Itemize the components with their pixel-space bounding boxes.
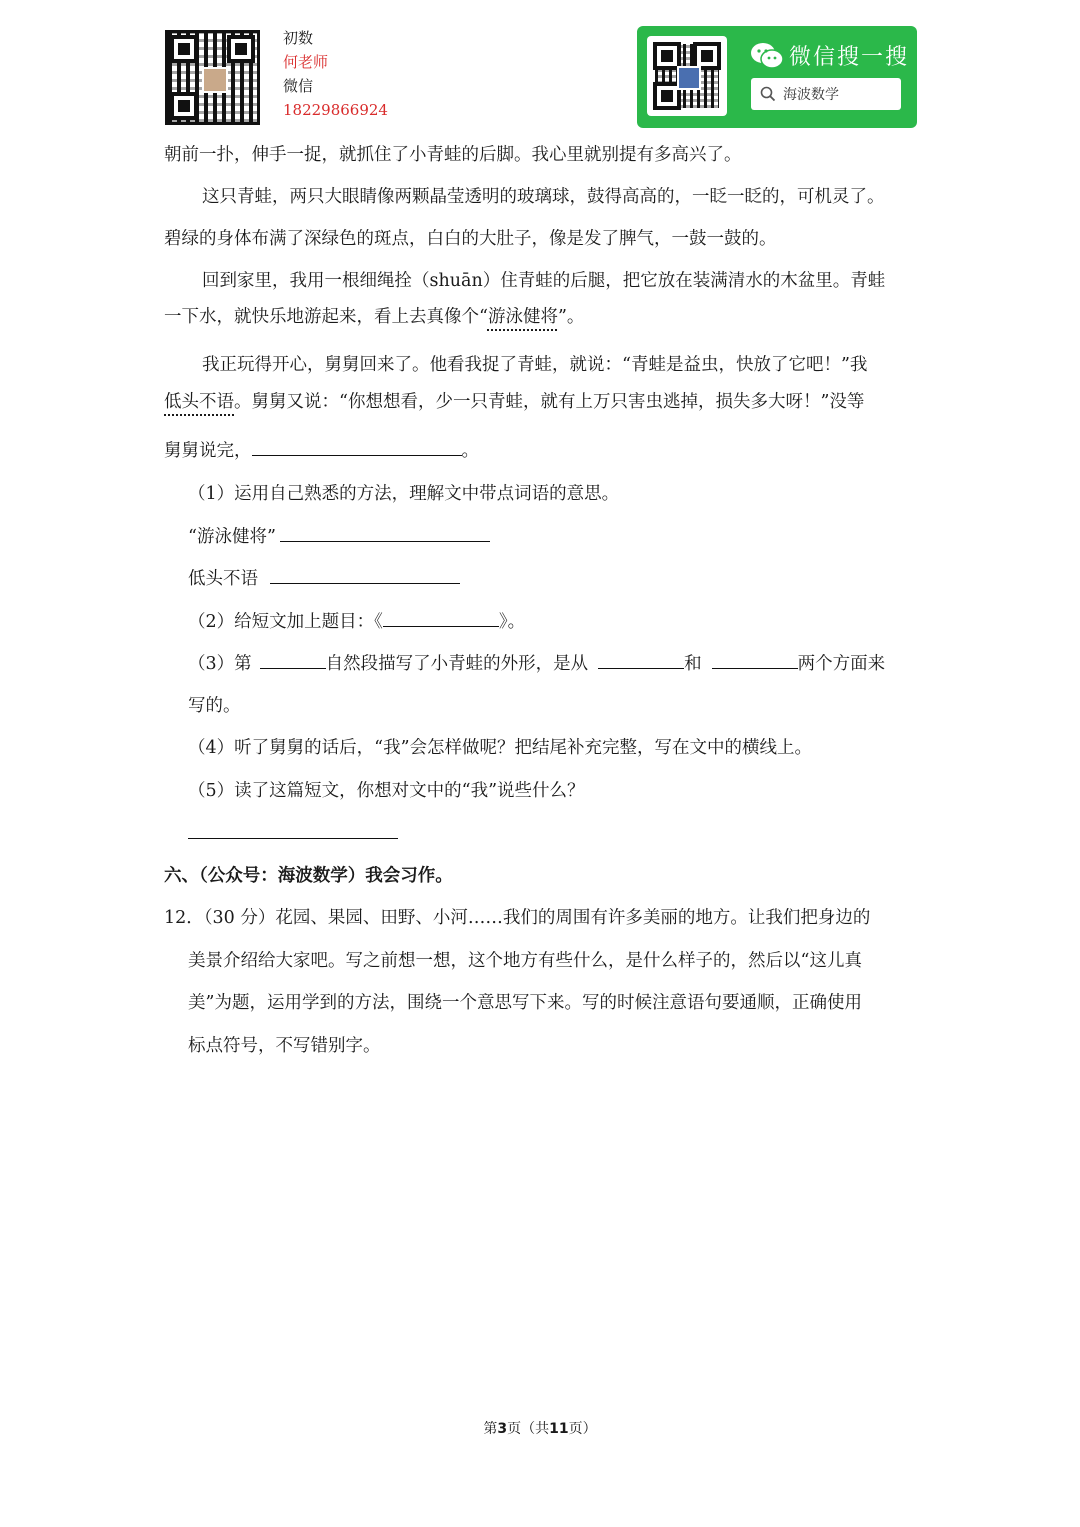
text-span: 。 [461,441,479,461]
page-total: 11 [549,1421,569,1437]
passage-line: 朝前一扑，伸手一捉，就抓住了小青蛙的后脚。我心里就别提有多高兴了。 [164,145,742,165]
contact-info [283,26,388,122]
question-12-line: 美景介绍给大家吧。写之前想一想，这个地方有些什么，是什么样子的，然后以“这儿真 [188,951,862,971]
question-2 [188,608,525,633]
page-footer [0,1418,1080,1438]
qr-code-contact [165,30,260,125]
dotted-word: 低头不语 [164,392,234,412]
passage-line [164,388,864,413]
text-span: 页（共 [507,1421,550,1437]
text-span: （2）给短文加上题目：《 [188,612,383,632]
answer-blank[interactable] [280,523,490,542]
passage-line: 回到家里，我用一根细绳拴（shuān）住青蛙的后腿，把它放在装满清水的木盆里。青蛙 [202,271,886,291]
search-icon [760,86,776,102]
passage-line [164,437,479,462]
text-span: 一下水，就快乐地游起来，看上去真像个“ [164,307,488,327]
qr-code-wechat [647,36,727,116]
question-5: （5）读了这篇短文，你想对文中的“我”说些什么？ [188,781,585,801]
qr-finder-icon [227,35,255,63]
question-1: （1）运用自己熟悉的方法，理解文中带点词语的意思。 [188,484,620,504]
section-6-heading: 六、（公众号：海波数学）我会习作。 [164,866,453,886]
passage-line [164,303,584,328]
answer-blank[interactable] [383,608,499,627]
question-3-cont: 写的。 [188,696,241,716]
question-12-line: 12．（30 分）花园、果园、田野、小河……我们的周围有许多美丽的地方。让我们把身边的 [164,908,871,928]
wechat-search-text: 海波数学 [783,87,839,103]
dotted-word: 游泳健将 [487,307,558,327]
text-span: （3）第 [188,654,252,674]
answer-blank[interactable] [252,437,462,456]
text-span: 低头不语 [188,569,258,589]
passage-line: 我正玩得开心，舅舅回来了。他看我捉了青蛙，就说：“青蛙是益虫，快放了它吧！”我 [202,355,868,375]
qr-finder-icon [170,92,198,120]
passage-line: 这只青蛙，两只大眼睛像两颗晶莹透明的玻璃球，鼓得高高的，一眨一眨的，可机灵了。 [202,187,885,207]
question-3 [188,650,885,675]
question-12-line: 美”为题，运用学到的方法，围绕一个意思写下来。写的时候注意语句要通顺，正确使用 [188,993,862,1013]
text-span: 。舅舅又说：“你想想看，少一只青蛙，就有上万只害虫逃掉，损失多大呀！”没等 [234,392,865,412]
question-1a [188,523,490,548]
wechat-logo-icon [750,42,784,70]
contact-teacher-name: 何老师 [283,53,329,71]
answer-blank[interactable] [270,565,460,584]
answer-blank[interactable] [712,650,798,669]
page-number: 3 [497,1421,508,1437]
text-span: 第 [483,1421,498,1437]
wechat-search-banner [637,26,917,128]
question-4: （4）听了舅舅的话后，“我”会怎样做呢？把结尾补充完整，写在文中的横线上。 [188,738,813,758]
answer-blank[interactable] [260,650,326,669]
qr-finder-icon [170,35,198,63]
wechat-search-box [751,78,901,110]
text-span: 两个方面来 [797,654,886,674]
text-span: 页） [568,1421,597,1437]
wechat-search-title: 微信搜一搜 [789,45,910,70]
text-span: 自然段描写了小青蛙的外形，是从 [325,654,589,674]
qr-avatar-icon [202,67,228,93]
contact-phone: 18229866924 [283,101,388,119]
question-12-line: 标点符号，不写错别字。 [188,1036,381,1056]
text-span: 》。 [498,612,526,632]
text-span: “游泳健将” [188,527,276,547]
answer-blank[interactable] [188,820,398,839]
text-span: 舅舅说完， [164,441,252,461]
question-1b [188,565,460,590]
contact-line-1: 初数 [283,29,314,47]
text-span: 和 [684,654,702,674]
page-header [0,0,1080,135]
answer-blank[interactable] [598,650,684,669]
question-5-answer [188,820,398,844]
contact-line-3: 微信 [283,77,314,95]
qr-avatar-icon [677,66,701,90]
text-span: ”。 [557,307,585,327]
passage-line: 碧绿的身体布满了深绿色的斑点，白白的大肚子，像是发了脾气，一鼓一鼓的。 [164,229,777,249]
